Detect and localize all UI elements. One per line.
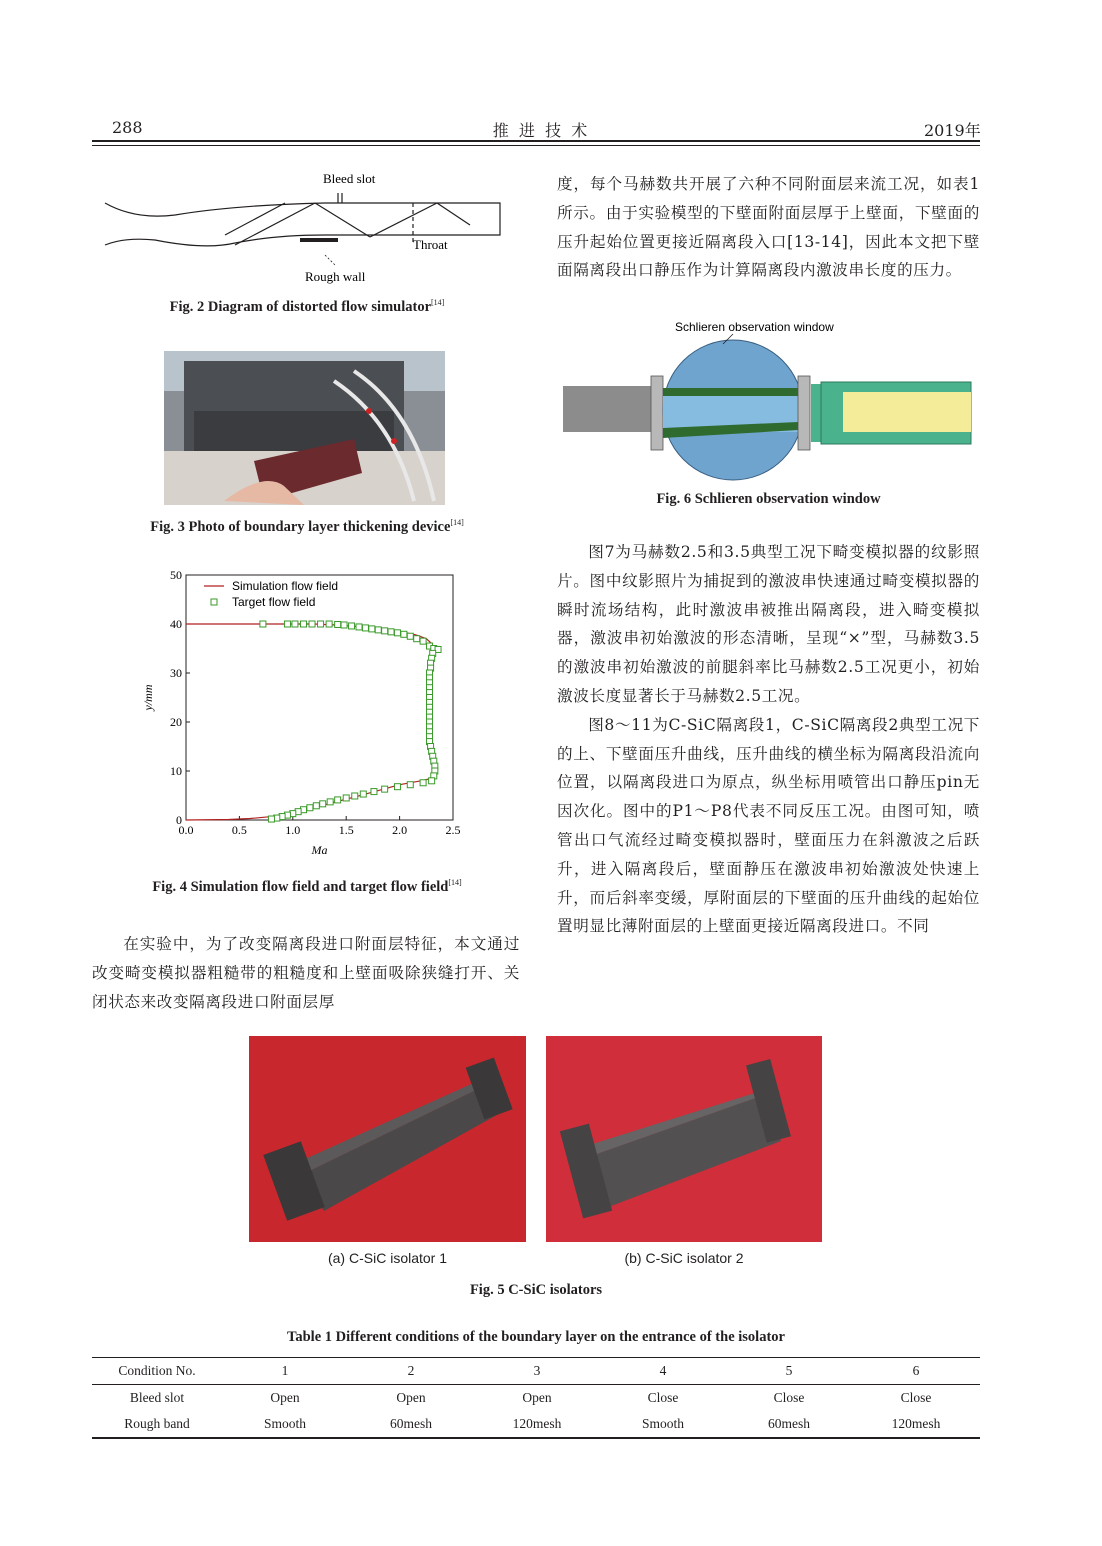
target-point: [394, 630, 400, 636]
y-tick-label: 20: [170, 715, 182, 729]
target-point: [382, 628, 388, 634]
table-row: [92, 1411, 980, 1437]
simulation-series-line: [186, 624, 435, 820]
fig2-diagram: [95, 165, 515, 290]
target-point: [268, 816, 274, 822]
target-point: [407, 782, 413, 788]
table-cell: Smooth: [641, 1416, 684, 1431]
table-header-cell: 2: [407, 1363, 415, 1378]
table-cell: Rough band: [124, 1416, 190, 1431]
target-point: [369, 626, 375, 632]
table-cell: Close: [647, 1390, 679, 1405]
target-point: [318, 621, 324, 627]
table-cell: Open: [522, 1390, 552, 1405]
target-point: [394, 784, 400, 790]
fig5-subcaption-b: (b) C-SiC isolator 2: [624, 1250, 744, 1266]
table-header-row: [92, 1358, 980, 1384]
x-tick-label: 1.0: [285, 823, 301, 837]
target-point: [343, 795, 349, 801]
table-header-cell: 4: [659, 1363, 667, 1378]
fig5-caption: Fig. 5 C-SiC isolators: [469, 1282, 603, 1298]
header-rule-thick: [92, 140, 980, 142]
target-point: [335, 621, 341, 627]
right-paragraph-top: 度，每个马赫数共开展了六种不同附面层来流工况，如表1所示。由于实验模型的下壁面附面层厚于上壁面，下壁面的压升起始位置更接近隔离段入口[13-14]，因此本文把下壁面隔离段出口静压作为计算隔离段内激波串长度的压力。: [557, 175, 980, 280]
target-point: [320, 801, 326, 807]
target-point: [341, 622, 347, 628]
table-header-cell: 3: [533, 1363, 541, 1378]
rough-wall-strip: [300, 238, 338, 242]
throat-label: Throat: [413, 237, 448, 252]
y-tick-label: 10: [170, 764, 182, 778]
target-point: [388, 629, 394, 635]
target-point: [260, 621, 266, 627]
target-point: [414, 636, 420, 642]
page-number: 288: [112, 118, 143, 137]
y-tick-label: 30: [170, 666, 182, 680]
left-paragraph: 在实验中，为了改变隔离段进口附面层特征，本文通过改变畸变模拟器粗糙带的粗糙度和上壁面吸除狭缝打开、关闭状态来改变隔离段进口附面层厚: [92, 935, 520, 1011]
fig6-diagram: [563, 318, 973, 483]
fig5-subcaption-a: (a) C-SiC isolator 1: [327, 1250, 448, 1266]
y-axis-label: y/mm: [141, 684, 155, 711]
header-rule-thin: [92, 145, 980, 146]
target-point: [375, 627, 381, 633]
target-point: [327, 799, 333, 805]
right-paragraph-1: 图7为马赫数2.5和3.5典型工况下畸变模拟器的纹影照片。图中纹影照片为捕捉到的激波串快速通过畸变模拟器的瞬时流场结构，此时激波串被推出隔离段，进入畸变模拟器，激波串初始激波的形态清晰，呈现“×”型，马赫数3.5的激波串初始激波的前腿斜率比马赫数2.5工况更小，初始激波长度显著长于马赫数2.5工况。: [557, 543, 980, 705]
table-row: [92, 1385, 980, 1411]
target-point: [307, 805, 313, 811]
table-cell: 60mesh: [390, 1416, 432, 1431]
target-point: [429, 778, 435, 784]
table-cell: 60mesh: [768, 1416, 810, 1431]
target-point: [382, 786, 388, 792]
x-tick-label: 2.0: [392, 823, 408, 837]
table1-caption: Table 1 Different conditions of the boundary layer on the entrance of the isolator: [287, 1329, 785, 1345]
fig5-photo-b: [546, 1036, 822, 1242]
target-point: [326, 621, 332, 627]
table-header-cell: 6: [912, 1363, 920, 1378]
table-header-cell: Condition No.: [118, 1363, 196, 1378]
rough-wall-label: Rough wall: [305, 269, 366, 284]
bleed-slot-label: Bleed slot: [323, 171, 376, 186]
y-tick-label: 50: [170, 568, 182, 582]
target-point: [356, 624, 362, 630]
table-cell: 120mesh: [891, 1416, 941, 1431]
target-point: [407, 633, 413, 639]
table-cell: Close: [773, 1390, 805, 1405]
table-cell: 120mesh: [512, 1416, 562, 1431]
fig6-window-label: Schlieren observation window: [675, 320, 834, 334]
target-point: [284, 621, 290, 627]
table-header-cell: 1: [281, 1363, 289, 1378]
fig3-caption: Fig. 3 Photo of boundary layer thickening device[14]: [150, 518, 464, 535]
target-point: [300, 621, 306, 627]
right-paragraphs: [557, 538, 980, 941]
table-cell: Smooth: [263, 1416, 306, 1431]
target-point: [349, 623, 355, 629]
journal-year: 2019年: [924, 121, 981, 140]
table-cell: Close: [900, 1390, 932, 1405]
table-cell: Open: [396, 1390, 426, 1405]
target-point: [313, 803, 319, 809]
x-tick-label: 2.5: [445, 823, 461, 837]
target-point: [335, 797, 341, 803]
x-tick-label: 0.5: [231, 823, 247, 837]
legend-target-label: Target flow field: [232, 595, 316, 609]
x-axis-label: Ma: [311, 843, 328, 857]
target-point: [292, 621, 298, 627]
fig5-photo-a: [249, 1036, 526, 1242]
journal-title: 推 进 技 术: [492, 121, 588, 140]
bleed-slot-stub: [338, 193, 342, 203]
table-cell: Bleed slot: [129, 1390, 185, 1405]
legend-target-swatch: [211, 599, 217, 605]
y-tick-label: 0: [176, 813, 182, 827]
fig4-chart: [130, 565, 490, 865]
x-tick-label: 1.5: [338, 823, 354, 837]
target-point: [401, 631, 407, 637]
y-tick-label: 40: [170, 617, 182, 631]
fig6-caption: Fig. 6 Schlieren observation window: [656, 491, 881, 507]
target-point: [309, 621, 315, 627]
table1: [92, 1357, 980, 1439]
target-point: [360, 791, 366, 797]
target-point: [352, 793, 358, 799]
target-point: [420, 638, 426, 644]
x-tick-label: 0.0: [178, 823, 194, 837]
target-point: [362, 625, 368, 631]
fig4-caption: Fig. 4 Simulation flow field and target flow field[14]: [152, 878, 462, 895]
legend-simulation-label: Simulation flow field: [232, 579, 339, 593]
table-cell: Open: [270, 1390, 300, 1405]
right-paragraph-2: 图8～11为C-SiC隔离段1，C-SiC隔离段2典型工况下的上、下壁面压升曲线，压升曲线的横坐标为隔离段沿流向位置，以隔离段进口为原点，纵坐标用喷管出口静压pin无因次化。图中的P1～P8代表不同反压工况。由图可知，喷管出口气流经过畸变模拟器时，壁面压力在斜激波之后跃升，进入隔离段后，壁面静压在激波串初始激波处快速上升，而后斜率变缓，厚附面层的下壁面的压升曲线的起始位置明显比薄附面层的上壁面更接近隔离段进口。不同: [557, 715, 980, 936]
fig2-caption: Fig. 2 Diagram of distorted flow simulator[14]: [169, 298, 445, 315]
fig3-photo: [164, 351, 445, 505]
target-point: [420, 780, 426, 786]
table-header-cell: 5: [785, 1363, 793, 1378]
target-point: [371, 789, 377, 795]
